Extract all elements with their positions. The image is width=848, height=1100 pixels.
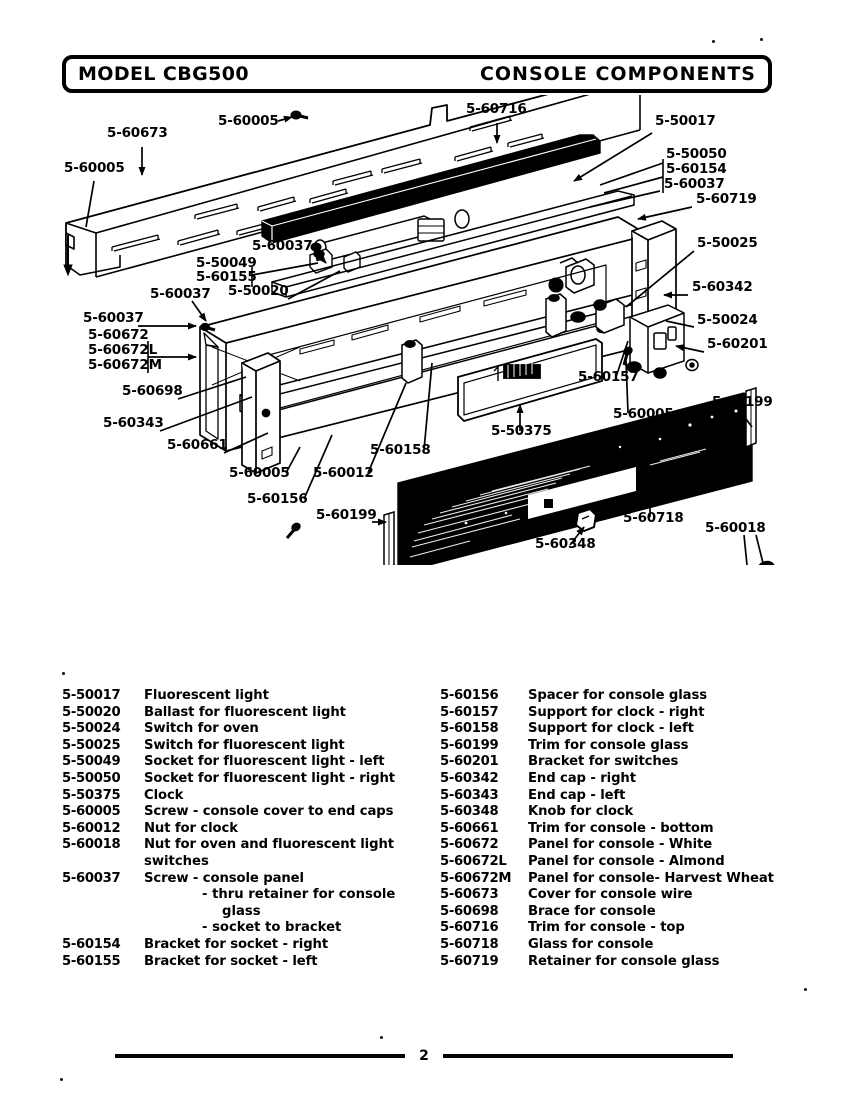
part-number: 5-60661 [440,820,499,836]
callout-label: 5-60018 [705,520,766,536]
parts-list-row [62,738,432,755]
part-end-cap-left [242,353,280,473]
callout-label: 5-50049 [196,255,257,271]
parts-list-continuation: - thru retainer for console [202,887,396,903]
parts-list-row [440,705,830,722]
part-number: 5-60672 [440,837,499,853]
diagram-svg [0,95,848,565]
parts-list-row [440,871,830,888]
callout-label: 5-60719 [696,191,757,207]
part-number: 5-60716 [440,920,499,936]
callout-label: 5-60005 [218,113,279,129]
callout-label: 5-60718 [623,510,684,526]
part-description: Bracket for switches [528,754,679,770]
callout-label: 5-60012 [313,465,374,481]
part-number: 5-60155 [62,953,121,969]
callout-label: 5-60348 [535,536,596,552]
callout-label: 5-50050 [666,146,727,162]
parts-list-row [62,754,432,771]
parts-list-continuation: - socket to bracket [202,920,342,936]
page-header-bar [62,55,772,93]
part-description: Retainer for console glass [528,953,720,969]
parts-list-row [62,705,432,722]
part-number: 5-60012 [62,820,121,836]
part-nuts [731,559,776,565]
exploded-parts-diagram [0,95,848,565]
callout-label: 5-60005 [64,160,125,176]
part-description: Clock [144,787,184,803]
callout-label: 5-60037 [83,310,144,326]
parts-list-row [62,837,432,854]
footer-rule-left [115,1054,405,1058]
scan-speck [712,40,715,43]
part-description: Socket for fluorescent light - right [144,770,395,786]
part-number: 5-60037 [62,870,121,886]
footer-rule-right [443,1054,733,1058]
part-description: Brace for console [528,903,656,919]
parts-list-row [440,937,830,954]
callout-label: 5-50375 [491,423,552,439]
part-number: 5-50049 [62,754,121,770]
parts-list-row [62,821,432,838]
section-title: CONSOLE COMPONENTS [479,63,756,85]
callout-label: 5-60716 [466,101,527,117]
part-number: 5-60673 [440,887,499,903]
parts-list-continuation: switches [144,853,209,869]
part-description: Ballast for fluorescent light [144,704,346,720]
parts-list-right-column [440,688,830,970]
parts-list-row [62,688,432,705]
part-number: 5-50375 [62,787,121,803]
parts-list-row [440,788,830,805]
parts-list-row [62,771,432,788]
callout-label: 5-60005 [613,406,674,422]
parts-list-row [62,804,432,821]
callout-label: 5-60201 [707,336,768,352]
part-description: Spacer for console glass [528,688,707,703]
parts-list-row [440,721,830,738]
part-description: Fluorescent light [144,688,269,703]
callout-label: 5-50025 [697,235,758,251]
callout-label: 5-60199 [316,507,377,523]
callout-label: 5-60343 [103,415,164,431]
callout-label: 5-60672M [88,357,162,373]
part-clock-knob [576,509,596,531]
part-number: 5-50025 [62,737,121,753]
part-number: 5-50020 [62,704,121,720]
parts-list-continuation: glass [222,903,261,919]
part-number: 5-60719 [440,953,499,969]
part-description: Bracket for socket - right [144,936,329,952]
part-number: 5-60343 [440,787,499,803]
scan-speck [760,38,763,41]
parts-list-row [62,954,432,971]
callout-label: 5-50024 [697,312,758,328]
parts-list-row [440,904,830,921]
part-description: End cap - right [528,770,636,786]
callout-label: 5-60037 [664,176,725,192]
scan-speck [60,1078,63,1081]
parts-list-row [440,837,830,854]
part-number: 5-50017 [62,688,121,703]
callout-label: 5-60661 [167,437,228,453]
part-number: 5-60718 [440,936,499,952]
part-number: 5-60199 [440,737,499,753]
part-description: Trim for console glass [528,737,689,753]
part-description: Screw - console panel [144,870,304,886]
part-description: Switch for oven [144,721,259,737]
callout-label: 5-50020 [228,283,289,299]
parts-list-left-column [62,688,432,970]
callout-label: 5-60672 [88,327,149,343]
parts-list-row [440,887,830,904]
part-number: 5-60157 [440,704,499,720]
parts-list-row [440,804,830,821]
parts-list-row [440,754,830,771]
part-number: 5-60156 [440,688,499,703]
part-description: Trim for console - top [528,920,685,936]
part-number: 5-60348 [440,804,499,820]
part-description: Panel for console - Almond [528,853,725,869]
part-number: 5-60005 [62,804,121,820]
part-description: Knob for clock [528,804,634,820]
parts-list-row [62,937,432,954]
callout-label: 5-60342 [692,279,753,295]
parts-list-row [440,854,830,871]
parts-list-row [440,771,830,788]
page-header-content [66,59,768,89]
part-description: Socket for fluorescent light - left [144,754,385,770]
part-description: Nut for clock [144,820,238,836]
part-number: 5-60672M [440,870,512,886]
callout-label: 5-60037 [150,286,211,302]
parts-list-row [62,788,432,805]
part-number: 5-60201 [440,754,499,770]
part-description: Support for clock - left [528,721,694,737]
part-description: Switch for fluorescent light [144,737,345,753]
part-description: Support for clock - right [528,704,705,720]
callout-label: 5-60673 [107,125,168,141]
part-number: 5-60672L [440,853,507,869]
part-number: 5-50050 [62,770,121,786]
callout-label: 5-50017 [655,113,716,129]
part-description: Panel for console - White [528,837,713,853]
part-description: Bracket for socket - left [144,953,318,969]
callout-label: 5-60154 [666,161,727,177]
parts-list-row [62,721,432,738]
part-number: 5-60158 [440,721,499,737]
part-description: Trim for console - bottom [528,820,714,836]
callout-label: 5-60155 [196,269,257,285]
model-label: MODEL CBG500 [78,63,250,85]
part-number: 5-60698 [440,903,499,919]
part-number: 5-50024 [62,721,121,737]
callout-label: 5-60698 [122,383,183,399]
parts-list [0,688,848,988]
part-number: 5-60154 [62,936,121,952]
parts-list-row [440,738,830,755]
page-number: 2 [419,1048,429,1064]
parts-list-row [440,821,830,838]
parts-list-row [440,688,830,705]
part-description: Nut for oven and fluorescent light [144,837,394,853]
page-footer [0,1048,848,1064]
part-description: End cap - left [528,787,626,803]
part-description: Cover for console wire [528,887,693,903]
callout-label: 5-60037 [252,238,313,254]
scan-speck [62,672,65,675]
callout-label: 5-60156 [247,491,308,507]
part-number: 5-60018 [62,837,121,853]
part-description: Panel for console- Harvest Wheat [528,870,774,886]
scan-speck [804,988,807,991]
parts-list-row [440,954,830,971]
callout-label: 5-60005 [229,465,290,481]
scan-speck [380,1036,383,1039]
callout-label: 5-60199 [712,394,773,410]
callout-label: 5-60158 [370,442,431,458]
callout-label: 5-60672L [88,342,157,358]
part-description: Screw - console cover to end caps [144,804,394,820]
part-number: 5-60342 [440,770,499,786]
parts-list-row [440,920,830,937]
part-description: Glass for console [528,936,654,952]
parts-list-row [62,871,432,888]
callout-label: 5-60157 [578,369,639,385]
